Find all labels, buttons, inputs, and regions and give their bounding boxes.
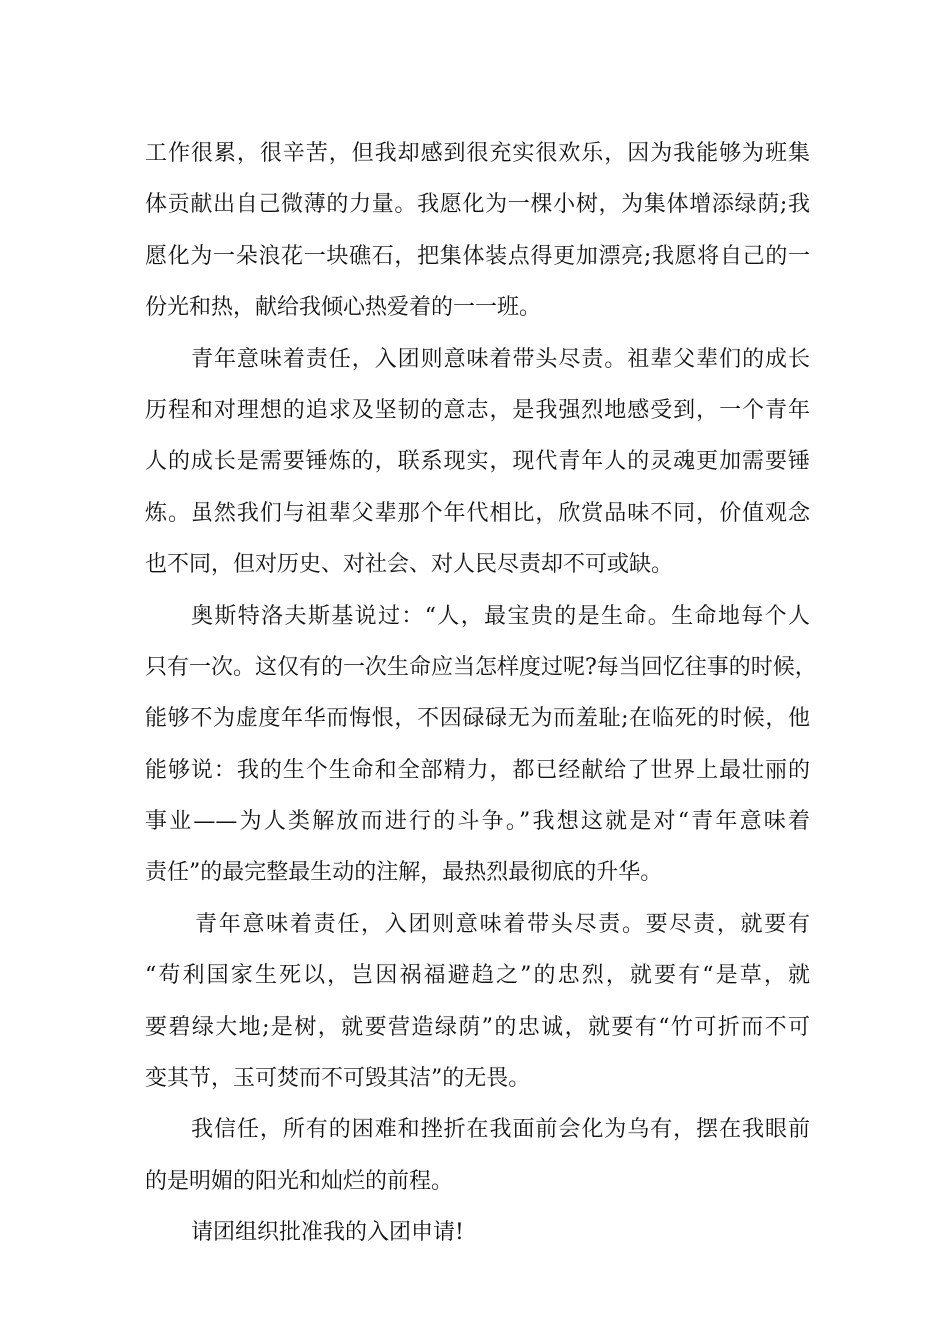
paragraph-3-line-4: 能够说：我的生个生命和全部精力，都已经献给了世界上最壮丽的 xyxy=(145,757,810,783)
paragraph-1-line-4: 份光和热，献给我倾心热爱着的一一班。 xyxy=(145,295,542,321)
paragraph-4-line-3: 要碧绿大地;是树，就要营造绿荫”的忠诚，就要有“竹可折而不可 xyxy=(145,1014,810,1040)
paragraph-2-line-4: 炼。虽然我们与祖辈父辈那个年代相比，欣赏品味不同，价值观念 xyxy=(145,500,810,526)
paragraph-5-line-2: 的是明媚的阳光和灿烂的前程。 xyxy=(145,1168,454,1194)
paragraph-5-line-1: 我信任，所有的困难和挫折在我面前会化为乌有，摆在我眼前 xyxy=(191,1117,810,1143)
paragraph-6-line-1: 请团组织批准我的入团申请! xyxy=(191,1220,464,1246)
paragraph-4-line-1: 青年意味着责任，入团则意味着带头尽责。要尽责，就要有 xyxy=(195,911,810,937)
paragraph-2-line-1: 青年意味着责任，入团则意味着带头尽责。祖辈父辈们的成长 xyxy=(191,346,810,372)
paragraph-1-line-3: 愿化为一朵浪花一块礁石，把集体装点得更加漂亮;我愿将自己的一 xyxy=(145,243,810,269)
paragraph-2-line-5: 也不同，但对历史、对社会、对人民尽责却不可或缺。 xyxy=(145,552,674,578)
paragraph-4-line-4: 变其节，玉可焚而不可毁其洁”的无畏。 xyxy=(145,1066,531,1092)
paragraph-3-line-1: 奥斯特洛夫斯基说过：“人，最宝贵的是生命。生命地每个人 xyxy=(191,603,810,629)
paragraph-2-line-2: 历程和对理想的追求及坚韧的意志，是我强烈地感受到，一个青年 xyxy=(145,397,810,423)
document-body xyxy=(145,128,817,1259)
paragraph-4-line-2: “苟利国家生死以，岂因祸福避趋之”的忠烈，就要有“是草，就 xyxy=(145,963,810,989)
paragraph-1-line-1: 工作很累，很辛苦，但我却感到很充实很欢乐，因为我能够为班集 xyxy=(145,141,810,166)
paragraph-3-line-6: 责任”的最完整最生动的注解，最热烈最彻底的升华。 xyxy=(145,860,663,886)
paragraph-3-line-3: 能够不为虚度年华而悔恨，不因碌碌无为而羞耻;在临死的时候，他 xyxy=(145,706,810,732)
paragraph-3-line-2: 只有一次。这仅有的一次生命应当怎样度过呢?每当回忆往事的时候， xyxy=(145,654,817,680)
paragraph-1-line-2: 体贡献出自己微薄的力量。我愿化为一棵小树，为集体增添绿荫;我 xyxy=(145,192,810,218)
paragraph-2-line-3: 人的成长是需要锤炼的，联系现实，现代青年人的灵魂更加需要锤 xyxy=(145,449,810,475)
paragraph-3-line-5: 事业——为人类解放而进行的斗争。”我想这就是对“青年意味着 xyxy=(145,809,810,835)
